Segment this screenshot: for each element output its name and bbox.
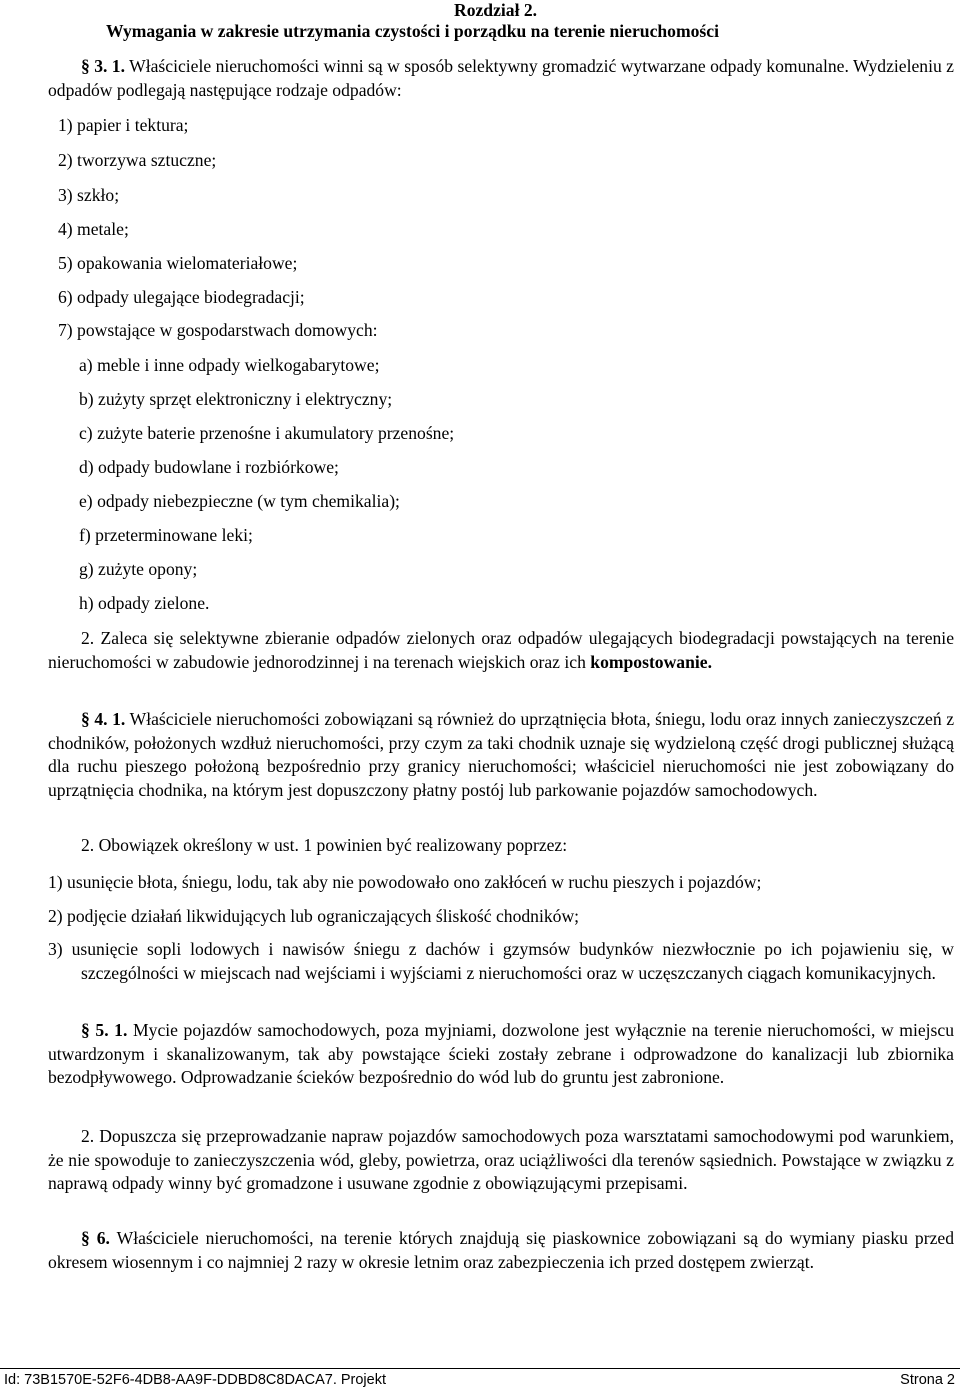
list-item: 3) szkło; xyxy=(58,185,120,205)
section-6-text: Właściciele nieruchomości, na terenie których znajdują się piaskownice zobowiązani są do wymiany piasku przed okresem wiosennym i co najmniej 2 razy w okresie letnim oraz zabezpieczenia ich przed dostępem zwierząt. xyxy=(48,1228,954,1272)
sub-list-item: g) zużyte opony; xyxy=(79,559,198,579)
list-item: 1) usunięcie błota, śniegu, lodu, tak aby nie powodowało ono zakłóceń w ruchu pieszych i pojazdów; xyxy=(48,872,762,892)
section-4-paragraph-2: 2. Obowiązek określony w ust. 1 powinien być realizowany poprzez: xyxy=(81,835,568,855)
section-3-paragraph-1 xyxy=(48,55,954,102)
section-4-text: Właściciele nieruchomości zobowiązani są również do uprzątnięcia błota, śniegu, lodu oraz innych zanieczyszczeń z chodników, położonych wzdłuż nieruchomości, przy czym za taki chodnik uznaje się wydzieloną część drogi publicznej służącą dla ruchu pieszego położoną bezpośrednio przy granicy nieruchomości; właściciel nieruchomości nie jest zobowiązany do uprzątnięcia chodnika, na którym jest dopuszczony płatny postój lub parkowanie pojazdów samochodowych. xyxy=(48,709,955,800)
section-5-paragraph-2: 2. Dopuszcza się przeprowadzanie napraw pojazdów samochodowych poza warsztatami samochodowymi pod warunkiem, że nie spowoduje to zanieczyszczenia wód, gleby, powietrza, oraz uciążliwości dla terenów sąsiednich. Powstające w związku z naprawą odpady winny być gromadzone i usuwane zgodnie z obowiązującymi przepisami. xyxy=(48,1126,954,1193)
section-4-paragraph-1 xyxy=(48,708,954,802)
chapter-title: Wymagania w zakresie utrzymania czystości i porządku na terenie nieruchomości xyxy=(106,21,719,41)
list-item: 1) papier i tektura; xyxy=(58,115,189,135)
list-item: 6) odpady ulegające biodegradacji; xyxy=(58,287,305,307)
list-item: 2) podjęcie działań likwidujących lub ograniczających śliskość chodników; xyxy=(48,906,580,926)
list-item: 3) usunięcie sopli lodowych i nawisów śniegu z dachów i gzymsów budynków niezwłocznie po ich pojawieniu się, w szczególności w miejscach nad wejściami i wyjściami z nieruchomości oraz w uczęszczanych ciągach komunikacyjnych. xyxy=(48,939,954,983)
section-6-number: § 6. xyxy=(81,1228,110,1248)
sub-list-item: d) odpady budowlane i rozbiórkowe; xyxy=(79,457,339,477)
list-item: 7) powstające w gospodarstwach domowych: xyxy=(58,320,378,340)
sub-list-item: a) meble i inne odpady wielkogabarytowe; xyxy=(79,355,380,375)
section-5-text: Mycie pojazdów samochodowych, poza myjniami, dozwolone jest wyłącznie na terenie nieruchomości, w miejscu utwardzonym i skanalizowanym, tak aby powstające ścieki zostały zebrane i odprowadzone do kanalizacji lub zbiornika bezodpływowego. Odprowadzanie ścieków bezpośrednio do wód lub do gruntu jest zabronione. xyxy=(48,1020,955,1087)
section-3-paragraph-2 xyxy=(48,627,954,674)
sub-list-item: h) odpady zielone. xyxy=(79,593,210,613)
section-5-paragraph-1 xyxy=(48,1019,954,1090)
chapter-heading: Rozdział 2. xyxy=(454,0,538,20)
page-footer xyxy=(0,1368,960,1392)
list-item: 2) tworzywa sztuczne; xyxy=(58,150,217,170)
document-id: Id: 73B1570E-52F6-4DB8-AA9F-DDBD8C8DACA7. Projekt xyxy=(4,1372,386,1388)
section-6-paragraph xyxy=(48,1227,954,1274)
section-5-number: § 5. 1. xyxy=(81,1020,128,1040)
section-3-p2-text: 2. Zaleca się selektywne zbieranie odpadów zielonych oraz odpadów ulegających biodegradacji powstających na terenie nieruchomości w zabudowie jednorodzinnej i na terenach wiejskich oraz ich xyxy=(48,628,954,672)
sub-list-item: f) przeterminowane leki; xyxy=(79,525,253,545)
sub-list-item: c) zużyte baterie przenośne i akumulatory przenośne; xyxy=(79,423,455,443)
page-number: Strona 2 xyxy=(900,1372,955,1388)
section-3-p2-bold: kompostowanie. xyxy=(590,651,712,672)
section-4-number: § 4. 1. xyxy=(81,709,126,729)
sub-list-item: e) odpady niebezpieczne (w tym chemikalia); xyxy=(79,491,400,511)
list-item: 4) metale; xyxy=(58,219,129,239)
section-3-text: Właściciele nieruchomości winni są w sposób selektywny gromadzić wytwarzane odpady komunalne. Wydzieleniu z odpadów podlegają następujące rodzaje odpadów: xyxy=(48,56,954,100)
list-item: 5) opakowania wielomateriałowe; xyxy=(58,253,298,273)
section-3-number: § 3. 1. xyxy=(81,56,126,76)
sub-list-item: b) zużyty sprzęt elektroniczny i elektryczny; xyxy=(79,389,393,409)
